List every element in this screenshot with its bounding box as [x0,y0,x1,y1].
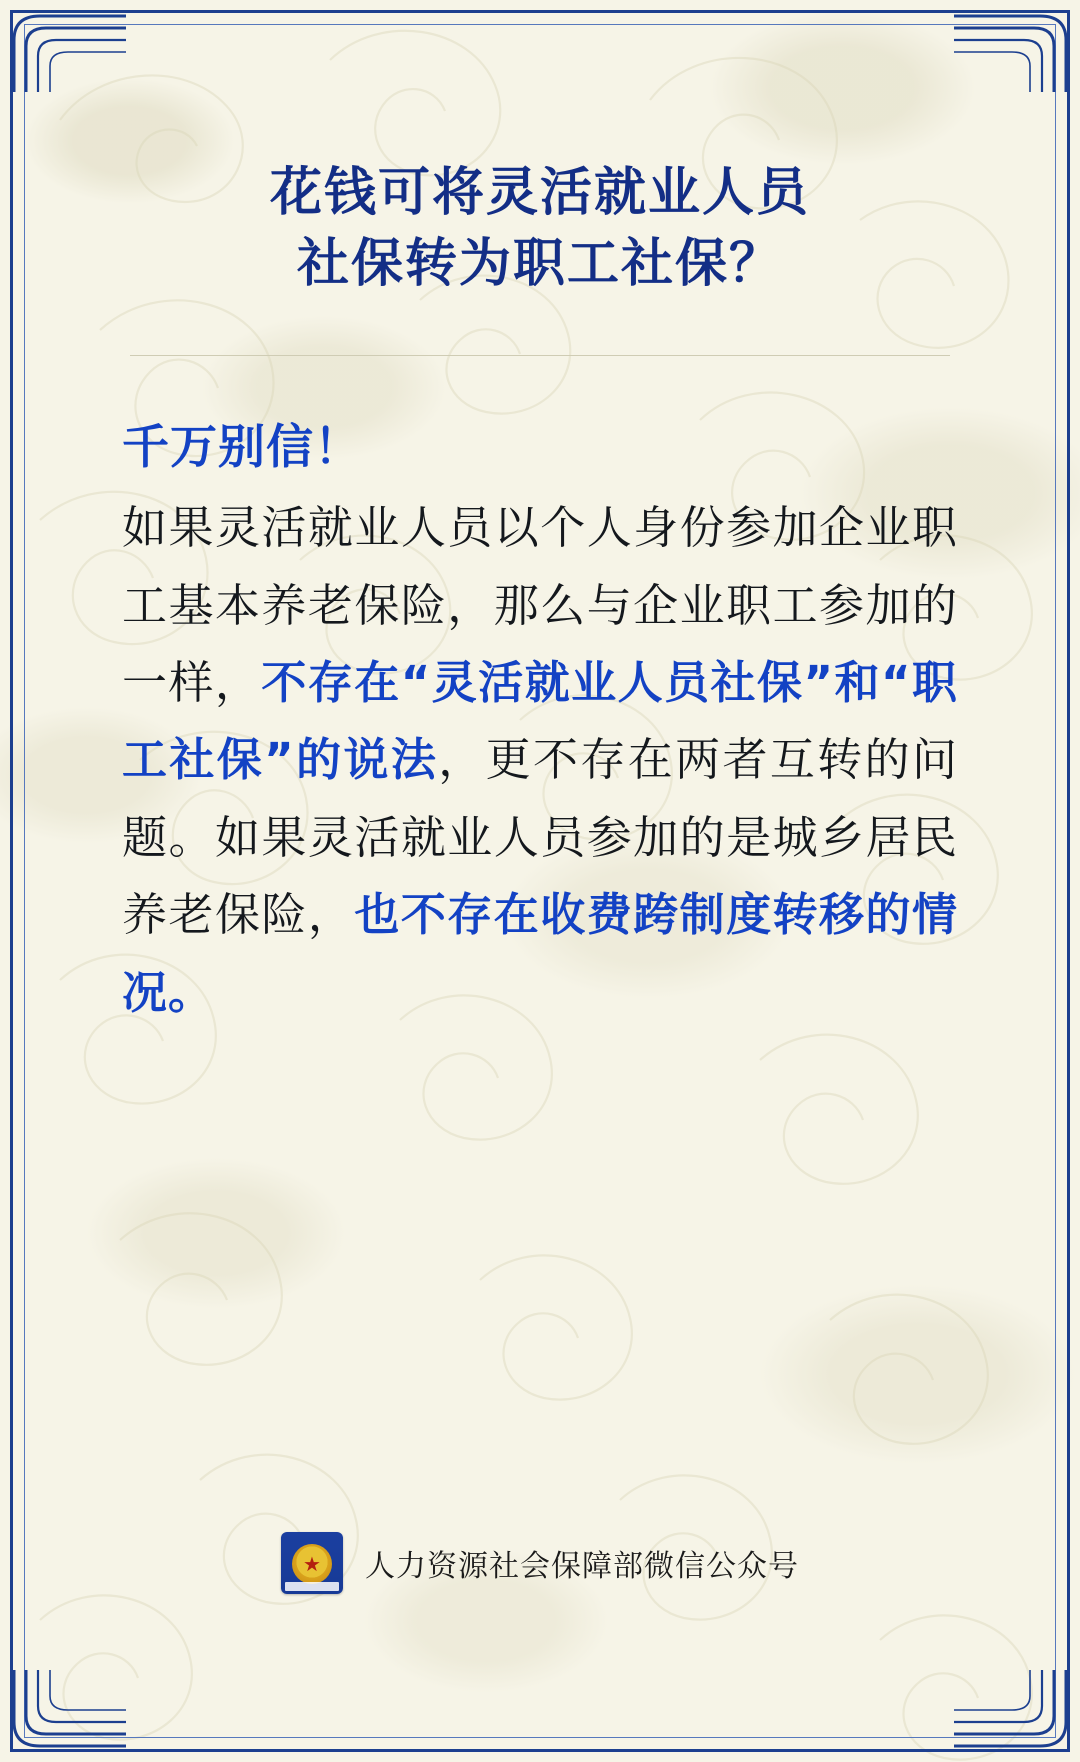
emblem-caption-strip [285,1582,339,1591]
footer-source-label: 人力资源社会保障部微信公众号 [365,1549,799,1584]
title-line-1: 花钱可将灵活就业人员 [269,162,810,223]
title-line-2: 社保转为职工社保？ [296,232,783,294]
body-highlight-2: 也不存在收费跨制度转移的情况。 [122,888,958,1019]
body-paragraph [92,356,988,1031]
footer-source [0,1532,1080,1594]
body-segment-2: ，更不存在两者互转的问题。如果灵活就业人员参加的是城乡居民养老保险， [122,733,958,942]
page-title [92,0,988,299]
emblem-disc [292,1544,332,1584]
lead-warning: 千万别信！ [122,420,362,476]
national-emblem-icon [281,1532,343,1594]
body-segment-1: 如果灵活就业人员以个人身份参加企业职工基本养老保险，那么与企业职工参加的一样， [122,501,958,710]
body-highlight-1: 不存在“灵活就业人员社保”和“职工社保”的说法 [122,656,958,787]
